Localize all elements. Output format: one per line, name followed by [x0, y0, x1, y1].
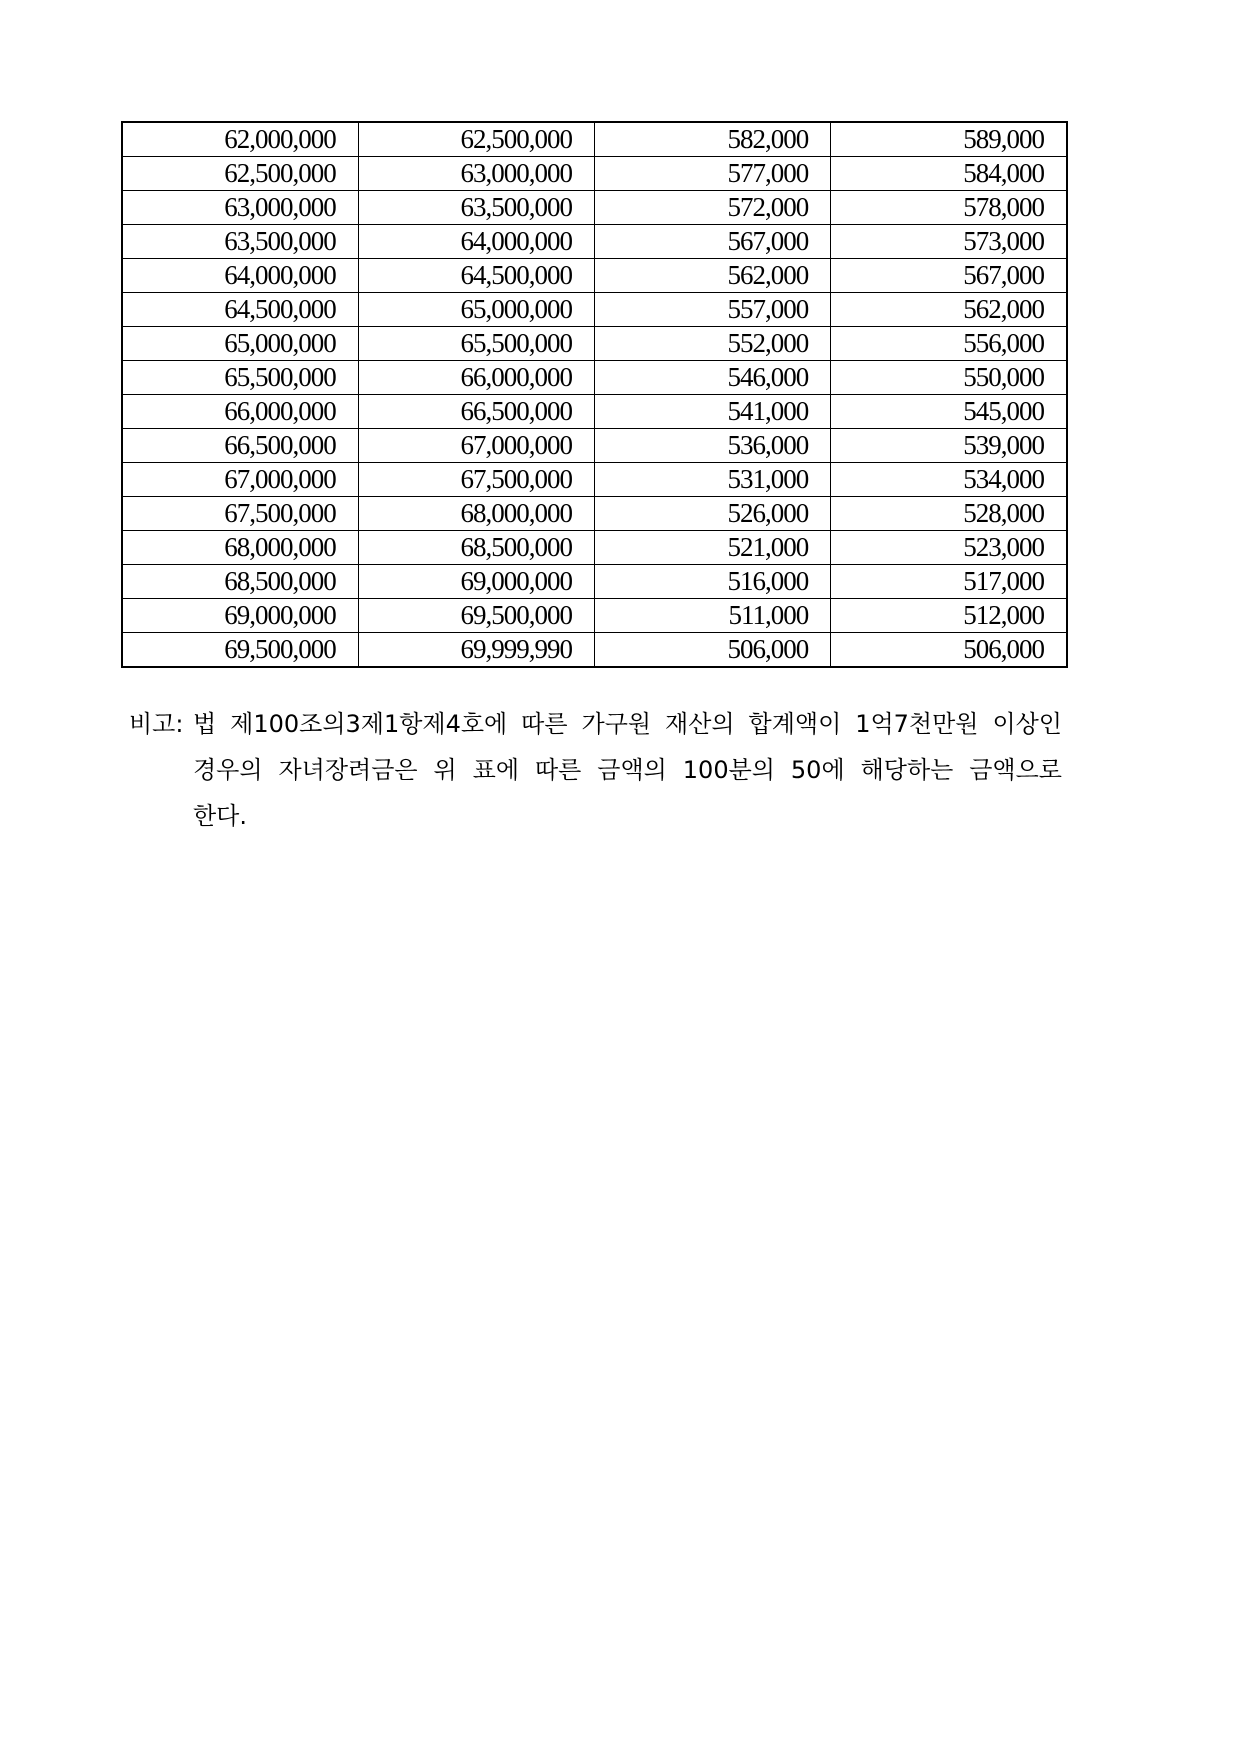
table-row	[122, 225, 1067, 259]
table-cell: 572,000	[595, 191, 831, 225]
table-cell: 67,500,000	[358, 463, 594, 497]
table-cell: 64,000,000	[358, 225, 594, 259]
table-cell: 577,000	[595, 157, 831, 191]
table-row	[122, 157, 1067, 191]
table-cell: 562,000	[831, 293, 1067, 327]
table-cell: 62,500,000	[358, 122, 594, 157]
table-cell: 67,500,000	[122, 497, 358, 531]
table-cell: 526,000	[595, 497, 831, 531]
table-cell: 534,000	[831, 463, 1067, 497]
table-row	[122, 463, 1067, 497]
table-cell: 69,999,990	[358, 633, 594, 668]
table-cell: 68,000,000	[358, 497, 594, 531]
remarks-note	[129, 701, 1062, 839]
table-cell: 63,500,000	[358, 191, 594, 225]
table-row	[122, 429, 1067, 463]
table-cell: 539,000	[831, 429, 1067, 463]
table-cell: 69,500,000	[122, 633, 358, 668]
table-cell: 67,000,000	[122, 463, 358, 497]
table-row	[122, 327, 1067, 361]
table-row	[122, 293, 1067, 327]
table-cell: 64,000,000	[122, 259, 358, 293]
table-cell: 589,000	[831, 122, 1067, 157]
table-cell: 66,500,000	[122, 429, 358, 463]
table-cell: 69,000,000	[358, 565, 594, 599]
table-body	[122, 122, 1067, 667]
remarks-line: 한다.	[193, 802, 247, 830]
table-cell: 531,000	[595, 463, 831, 497]
table-cell: 541,000	[595, 395, 831, 429]
table-cell: 66,000,000	[122, 395, 358, 429]
table-cell: 64,500,000	[122, 293, 358, 327]
table-row	[122, 395, 1067, 429]
remarks-line: 법 제100조의3제1항제4호에 따른 가구원 재산의 합계액이 1억7천만원 이상인	[193, 710, 1062, 738]
table-cell: 67,000,000	[358, 429, 594, 463]
table-cell: 584,000	[831, 157, 1067, 191]
table-row	[122, 633, 1067, 668]
table-cell: 573,000	[831, 225, 1067, 259]
table-row	[122, 259, 1067, 293]
table-cell: 512,000	[831, 599, 1067, 633]
table-cell: 69,500,000	[358, 599, 594, 633]
table-cell: 65,000,000	[358, 293, 594, 327]
table-row	[122, 599, 1067, 633]
table-cell: 550,000	[831, 361, 1067, 395]
table-cell: 511,000	[595, 599, 831, 633]
table-cell: 578,000	[831, 191, 1067, 225]
table-row	[122, 191, 1067, 225]
remarks-line: 경우의 자녀장려금은 위 표에 따른 금액의 100분의 50에 해당하는 금액으로	[193, 756, 1062, 784]
table-cell: 521,000	[595, 531, 831, 565]
table-cell: 552,000	[595, 327, 831, 361]
table-cell: 66,000,000	[358, 361, 594, 395]
table-cell: 506,000	[831, 633, 1067, 668]
remarks-body	[193, 701, 1062, 839]
table-cell: 66,500,000	[358, 395, 594, 429]
table-cell: 69,000,000	[122, 599, 358, 633]
table-cell: 65,000,000	[122, 327, 358, 361]
table-cell: 567,000	[831, 259, 1067, 293]
table-cell: 64,500,000	[358, 259, 594, 293]
table-row	[122, 122, 1067, 157]
table-cell: 582,000	[595, 122, 831, 157]
table-cell: 63,000,000	[358, 157, 594, 191]
table-row	[122, 565, 1067, 599]
table-cell: 523,000	[831, 531, 1067, 565]
table-cell: 567,000	[595, 225, 831, 259]
table-cell: 562,000	[595, 259, 831, 293]
amount-table	[121, 121, 1068, 668]
table-cell: 68,500,000	[122, 565, 358, 599]
table-row	[122, 497, 1067, 531]
table-cell: 556,000	[831, 327, 1067, 361]
remarks-label: 비고:	[129, 710, 184, 738]
table-cell: 528,000	[831, 497, 1067, 531]
table-cell: 62,000,000	[122, 122, 358, 157]
table-cell: 545,000	[831, 395, 1067, 429]
table-cell: 68,000,000	[122, 531, 358, 565]
table-cell: 557,000	[595, 293, 831, 327]
table-row	[122, 531, 1067, 565]
table-cell: 62,500,000	[122, 157, 358, 191]
table-cell: 516,000	[595, 565, 831, 599]
table-cell: 536,000	[595, 429, 831, 463]
table-cell: 546,000	[595, 361, 831, 395]
table-cell: 68,500,000	[358, 531, 594, 565]
table-cell: 65,500,000	[122, 361, 358, 395]
table-cell: 65,500,000	[358, 327, 594, 361]
table-cell: 63,500,000	[122, 225, 358, 259]
table-cell: 506,000	[595, 633, 831, 668]
table-cell: 63,000,000	[122, 191, 358, 225]
table-row	[122, 361, 1067, 395]
table-cell: 517,000	[831, 565, 1067, 599]
